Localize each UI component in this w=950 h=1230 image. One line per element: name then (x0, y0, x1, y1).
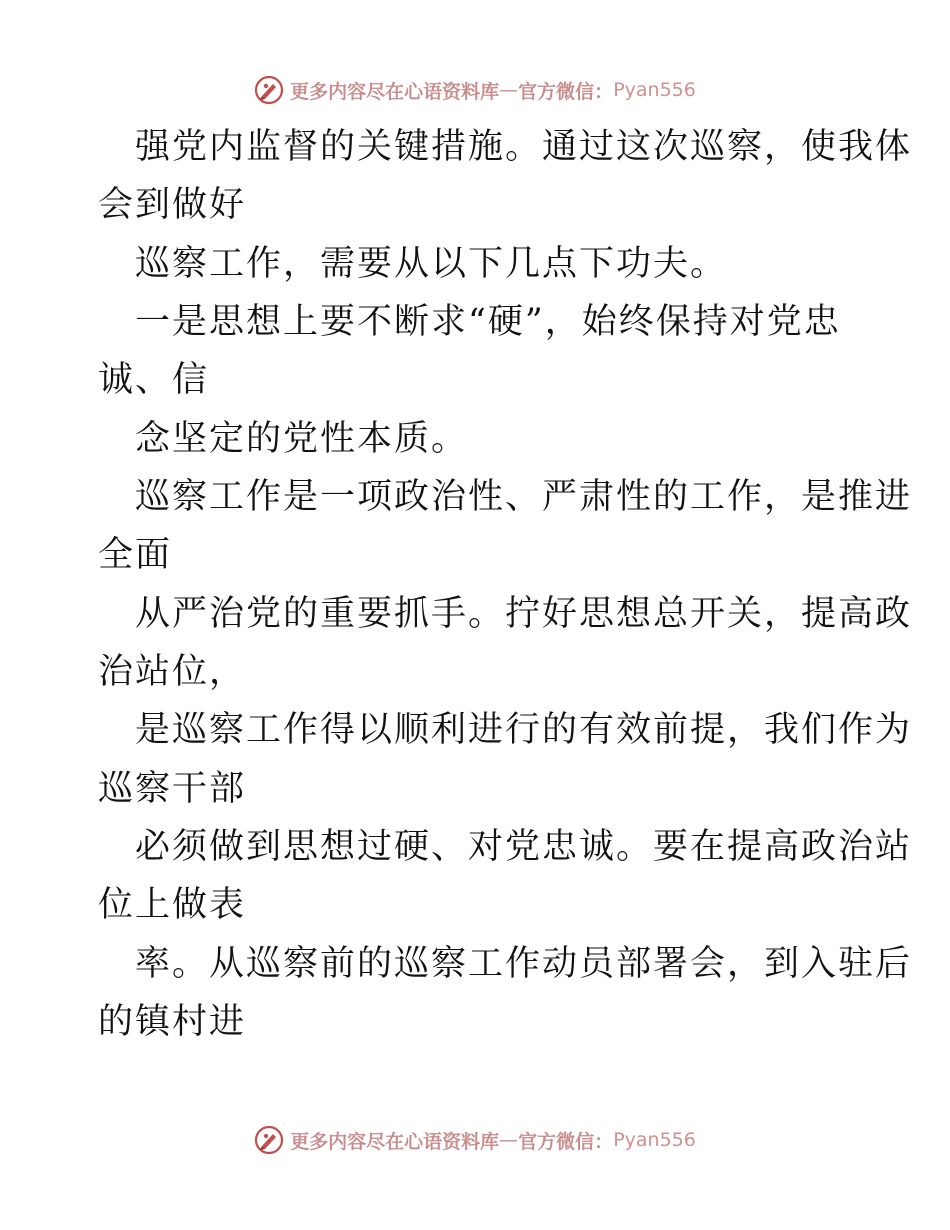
text-line: 率。从巡察前的巡察工作动员部署会，到入驻后 (135, 944, 913, 984)
text-line: 念坚定的党性本质。 (135, 419, 469, 459)
pen-logo-icon (254, 1125, 284, 1155)
text-line: 位上做表 (98, 885, 247, 925)
text-line: 必须做到思想过硬、对党忠诚。要在提高政治站 (135, 827, 913, 867)
text-line: 巡察工作，需要从以下几点下功夫。 (135, 244, 728, 284)
watermark-main-text: 更多内容尽在心语资料库 (290, 1130, 500, 1153)
watermark-main-text: 更多内容尽在心语资料库 (290, 80, 500, 103)
watermark-wechat-id: Pyan556 (613, 1129, 696, 1151)
text-line: 巡察干部 (98, 769, 247, 809)
text-line: 从严治党的重要抓手。拧好思想总开关，提高政 (135, 594, 913, 634)
pen-logo-icon (254, 75, 284, 105)
text-line: 诚、信 (98, 360, 210, 400)
text-line: 一是思想上要不断求“硬”，始终保持对党忠 (135, 302, 841, 342)
watermark-dash: — (499, 1129, 519, 1151)
header-watermark (0, 72, 950, 108)
watermark-official-label: 官方微信： (518, 1130, 614, 1153)
text-line: 全面 (98, 535, 173, 575)
text-line: 会到做好 (98, 185, 247, 225)
footer-watermark (0, 1122, 950, 1158)
watermark-wechat-id: Pyan556 (613, 79, 696, 101)
text-line: 巡察工作是一项政治性、严肃性的工作，是推进 (135, 477, 913, 517)
text-line: 强党内监督的关键措施。通过这次巡察，使我体 (135, 127, 913, 167)
watermark-dash: — (499, 79, 519, 101)
watermark-official-label: 官方微信： (518, 80, 614, 103)
text-line: 的镇村进 (98, 1002, 247, 1042)
text-line: 治站位， (98, 652, 247, 692)
text-line: 是巡察工作得以顺利进行的有效前提，我们作为 (135, 710, 913, 750)
